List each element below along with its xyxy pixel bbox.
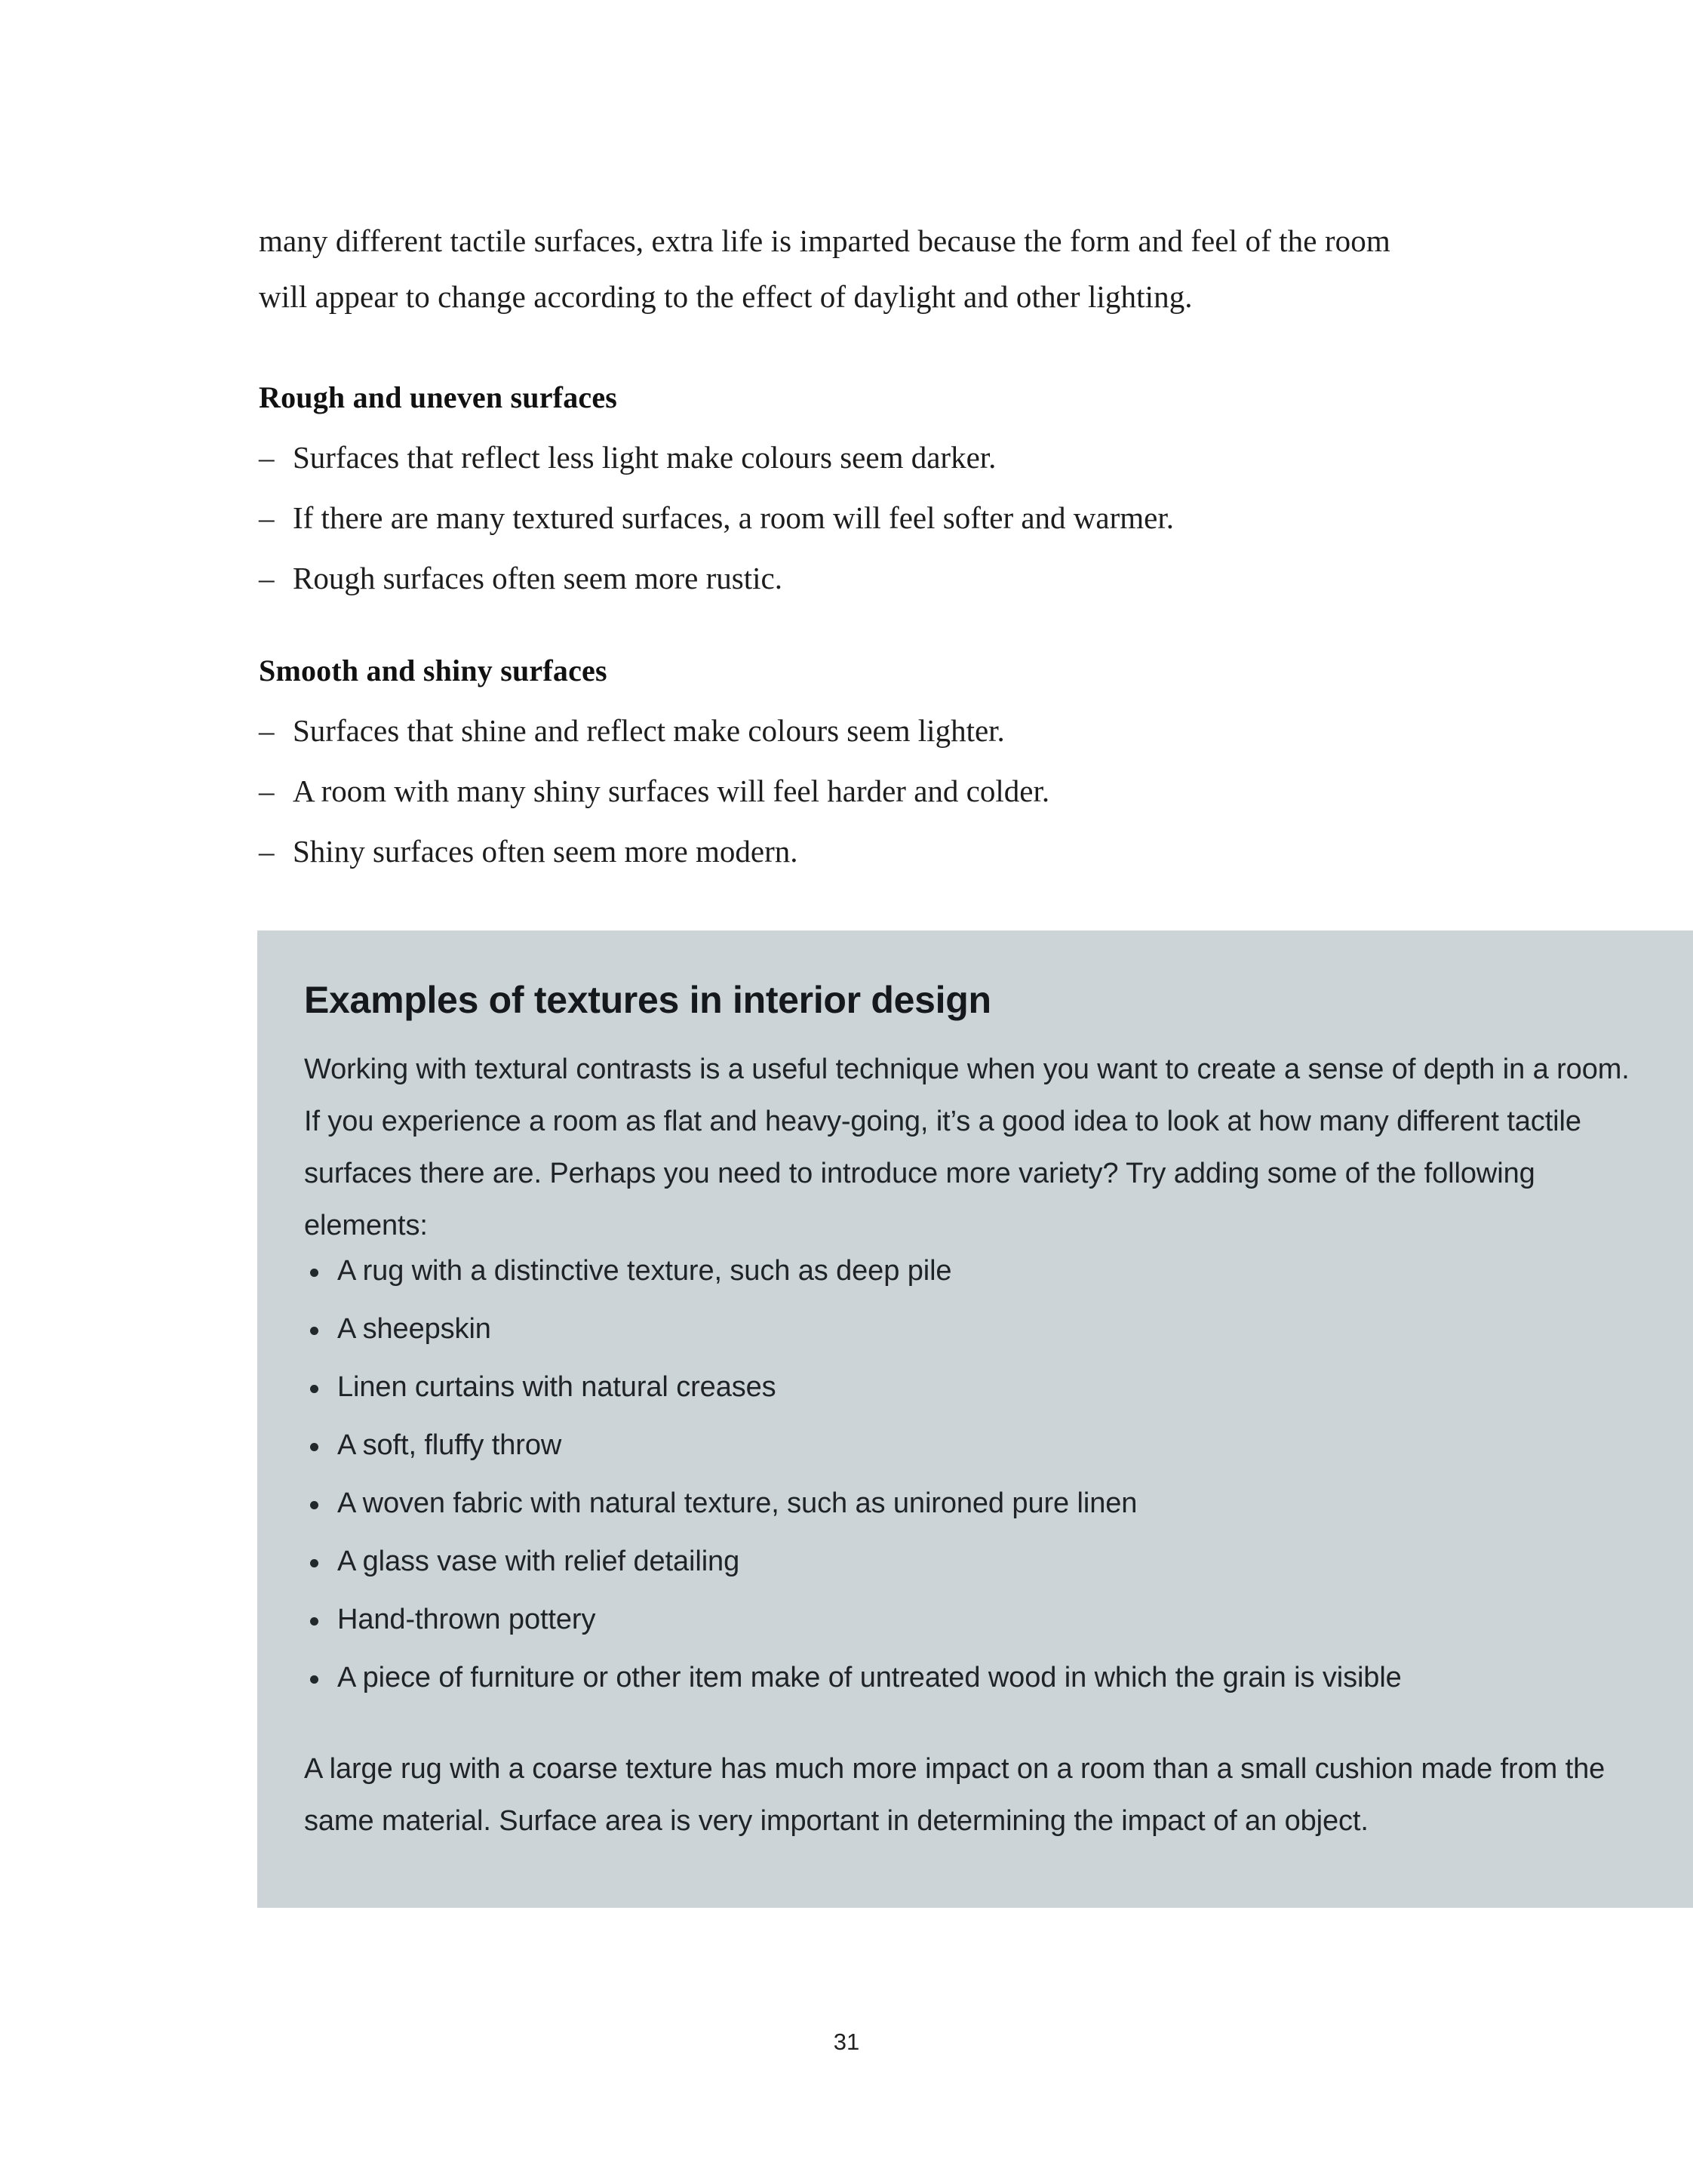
list-item — [259, 832, 1436, 871]
bullet-dot-icon — [310, 1675, 318, 1684]
list-item — [259, 711, 1436, 750]
list-item-label: Linen curtains with natural creases — [337, 1371, 776, 1403]
section-heading: Rough and uneven surfaces — [259, 380, 618, 414]
list-item — [304, 1368, 1633, 1406]
main-text-column — [259, 213, 1436, 871]
callout-heading: Examples of textures in interior design — [304, 979, 991, 1021]
list-item — [304, 1310, 1633, 1348]
callout-closing-paragraph: A large rug with a coarse texture has much more impact on a room than a small cushion made from the same material. Surface area is very important in determining the impact of an object. — [304, 1753, 1605, 1837]
list-item-label: A piece of furniture or other item make of untreated wood in which the grain is visible — [337, 1662, 1402, 1693]
dash-list — [259, 711, 1436, 871]
list-item — [304, 1601, 1633, 1638]
bullet-dot-icon — [310, 1269, 318, 1277]
callout-bullet-list — [304, 1252, 1633, 1696]
section-heading: Smooth and shiny surfaces — [259, 654, 607, 687]
list-item — [304, 1484, 1633, 1522]
list-item-label: Surfaces that reflect less light make colours seem darker. — [293, 440, 997, 475]
list-item — [259, 771, 1436, 811]
list-item-label: A glass vase with relief detailing — [337, 1546, 740, 1577]
dash-marker-icon: – — [259, 713, 275, 748]
list-item-label: A sheepskin — [337, 1313, 491, 1345]
section-rough-and-uneven-surfaces — [259, 377, 1436, 598]
list-item — [259, 558, 1436, 598]
dash-marker-icon: – — [259, 561, 275, 595]
callout-box — [257, 931, 1693, 1908]
intro-paragraph: many different tactile surfaces, extra life is imparted because the form and feel of the room will appear to change according to the effect of daylight and other lighting. — [259, 223, 1390, 314]
list-item — [259, 498, 1436, 537]
list-item-label: Shiny surfaces often seem more modern. — [293, 834, 798, 869]
dash-marker-icon: – — [259, 500, 275, 535]
list-item-label: A rug with a distinctive texture, such as deep pile — [337, 1255, 952, 1287]
list-item — [304, 1543, 1633, 1580]
list-item-label: Hand-thrown pottery — [337, 1604, 596, 1635]
bullet-dot-icon — [310, 1385, 318, 1393]
dash-marker-icon: – — [259, 834, 275, 869]
list-item — [304, 1659, 1633, 1696]
list-item-label: A woven fabric with natural texture, such as unironed pure linen — [337, 1487, 1138, 1519]
dash-list — [259, 438, 1436, 598]
bullet-dot-icon — [310, 1327, 318, 1335]
page-number: 31 — [833, 2029, 860, 2055]
list-item-label: Rough surfaces often seem more rustic. — [293, 561, 782, 595]
list-item — [304, 1426, 1633, 1464]
section-smooth-and-shiny-surfaces — [259, 651, 1436, 871]
bullet-dot-icon — [310, 1443, 318, 1451]
list-item-label: If there are many textured surfaces, a room will feel softer and warmer. — [293, 500, 1174, 535]
dash-marker-icon: – — [259, 774, 275, 808]
bullet-dot-icon — [310, 1559, 318, 1567]
dash-marker-icon: – — [259, 440, 275, 475]
list-item-label: Surfaces that shine and reflect make colours seem lighter. — [293, 713, 1005, 748]
list-item — [259, 438, 1436, 477]
callout-intro-paragraph: Working with textural contrasts is a useful technique when you want to create a sense of depth in a room. If you experience a room as flat and heavy-going, it’s a good idea to look at how many different tactile surfaces there are. Perhaps you need to introduce more variety? Try adding some of the following elements: — [304, 1054, 1630, 1241]
bullet-dot-icon — [310, 1617, 318, 1626]
list-item-label: A soft, fluffy throw — [337, 1429, 562, 1461]
bullet-dot-icon — [310, 1501, 318, 1509]
list-item — [304, 1252, 1633, 1290]
list-item-label: A room with many shiny surfaces will feel harder and colder. — [293, 774, 1050, 808]
